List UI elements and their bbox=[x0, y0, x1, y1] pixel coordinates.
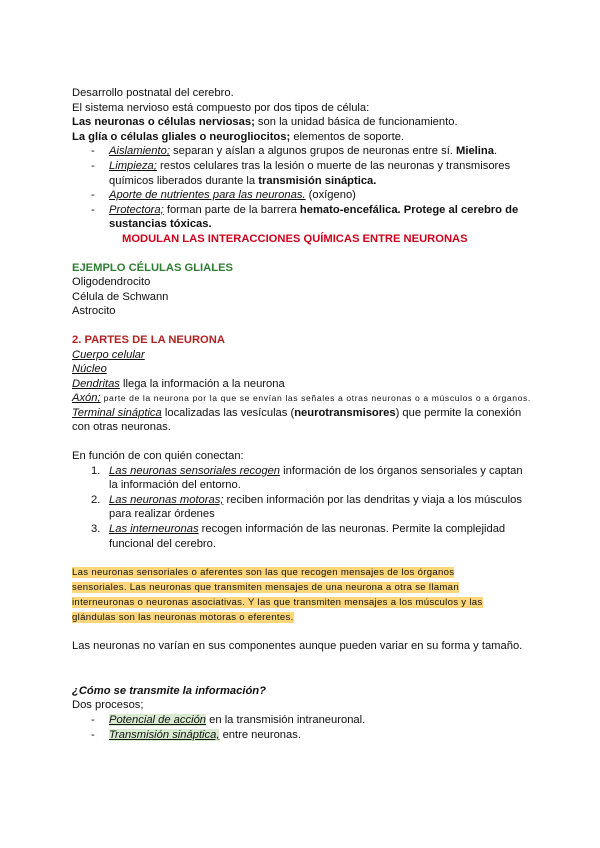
modulan-heading: MODULAN LAS INTERACCIONES QUÍMICAS ENTRE NEURONAS bbox=[122, 232, 468, 245]
highlight-line: sensoriales. Las neuronas que transmiten mensajes de una neurona a otra se llaman bbox=[72, 582, 459, 594]
list-item-text: recogen información de las neuronas. Permite la complejidad funcional del cerebro. bbox=[109, 523, 506, 550]
list-item bbox=[72, 713, 532, 728]
list-item bbox=[72, 522, 532, 551]
terminal-text: localizadas las vesículas ( bbox=[161, 406, 295, 419]
neuronas-rest: son la unidad básica de funcionamiento. bbox=[254, 116, 458, 129]
cuerpo-line bbox=[72, 348, 532, 363]
nucleo-line bbox=[72, 362, 532, 377]
list-item-term: Aislamiento; bbox=[109, 145, 170, 158]
varian-line: Las neuronas no varían en sus componentes aunque pueden variar en su forma y tamaño. bbox=[72, 640, 523, 653]
list-item-text: forman parte de la barrera bbox=[163, 203, 300, 216]
dendritas-text: llega la información a la neurona bbox=[119, 377, 285, 390]
axon-line bbox=[72, 391, 532, 406]
highlight-line: Las neuronas sensoriales o aferentes son las que recogen mensajes de los órganos bbox=[72, 567, 455, 579]
list-number: 3. bbox=[91, 523, 101, 536]
list-item-term: Las neuronas motoras; bbox=[109, 493, 224, 506]
ejemplo-title: EJEMPLO CÉLULAS GLIALES bbox=[72, 261, 233, 274]
dos-procesos: Dos procesos; bbox=[72, 699, 144, 712]
highlight-line: interneuronas o neuronas asociativas. Y las que transmiten mensajes a los músculos y las bbox=[72, 597, 483, 609]
cuerpo-term: Cuerpo celular bbox=[72, 348, 145, 361]
list-item-term: Potencial de acción bbox=[109, 714, 207, 726]
neuronas-line bbox=[72, 115, 532, 130]
list-item-term: Aporte de nutrientes para las neuronas. bbox=[109, 189, 306, 202]
list-item-text: reciben información por las dendritas y viaja a los músculos para realizar órdenes bbox=[109, 493, 522, 521]
list-item bbox=[72, 159, 532, 188]
list-item-term: Protectora; bbox=[109, 203, 164, 216]
transmite-question-text: ¿Cómo se transmite la información? bbox=[72, 684, 266, 697]
list-item-bold: hemato-encefálica. Protege al cerebro de sustancias tóxicas. bbox=[109, 203, 519, 231]
conectan-list bbox=[72, 464, 532, 552]
conectan-intro: En función de con quién conectan: bbox=[72, 450, 244, 463]
list-item-text: información de los órganos sensoriales y captan la información del entorno. bbox=[109, 464, 523, 492]
list-item-text: restos celulares tras la lesión o muerte de las neuronas y transmisores químicos liberados durante la bbox=[109, 159, 511, 187]
list-item-text: (oxígeno) bbox=[305, 189, 356, 202]
transmite-list bbox=[72, 713, 532, 742]
highlighted-paragraph bbox=[72, 565, 532, 625]
list-item-after: . bbox=[493, 145, 498, 158]
list-item-term: Transmisión sináptica, bbox=[109, 728, 220, 741]
list-item bbox=[72, 464, 532, 493]
axon-text: parte de la neurona por la que se envían las señales a otras neuronas o a músculos o a órganos. bbox=[100, 393, 531, 404]
list-item bbox=[72, 728, 532, 743]
ejemplo-item: Oligodendrocito bbox=[72, 276, 151, 289]
list-item-term: Las neuronas sensoriales recogen bbox=[109, 464, 281, 477]
glia-line bbox=[72, 130, 532, 145]
glia-bold: La glía o células gliales o neurogliocitos; bbox=[72, 130, 291, 143]
nucleo-term: Núcleo bbox=[72, 363, 107, 376]
list-item bbox=[72, 144, 532, 159]
terminal-bold: neurotransmisores bbox=[294, 406, 396, 419]
list-number: 1. bbox=[91, 464, 101, 477]
glia-rest: elementos de soporte. bbox=[290, 130, 405, 143]
glia-functions-list bbox=[72, 144, 532, 232]
partes-title: 2. PARTES DE LA NEURONA bbox=[72, 333, 225, 346]
list-item-term: Limpieza; bbox=[109, 159, 157, 172]
axon-term: Axón; bbox=[72, 392, 101, 405]
terminal-line bbox=[72, 406, 532, 435]
dendritas-term: Dendritas bbox=[72, 377, 120, 390]
document-page bbox=[72, 86, 532, 742]
highlight-line: glándulas son las neuronas motoras o eferentes. bbox=[72, 612, 294, 624]
list-item-text: entre neuronas. bbox=[219, 728, 301, 741]
list-item-bold: transmisión sináptica. bbox=[258, 174, 377, 187]
terminal-text-2: ) que permite la conexión con otras neuronas. bbox=[72, 406, 522, 434]
list-item bbox=[72, 188, 532, 203]
neuronas-bold: Las neuronas o células nerviosas; bbox=[72, 116, 255, 129]
intro-line-2: El sistema nervioso está compuesto por dos tipos de célula: bbox=[72, 101, 370, 114]
terminal-term: Terminal sináptica bbox=[72, 406, 162, 419]
ejemplo-item: Célula de Schwann bbox=[72, 290, 169, 303]
list-item bbox=[72, 493, 532, 522]
intro-line-1: Desarrollo postnatal del cerebro. bbox=[72, 87, 234, 99]
list-item-text: separan y aíslan a algunos grupos de neuronas entre sí. bbox=[169, 145, 457, 158]
list-item-term: Las interneuronas bbox=[109, 523, 199, 536]
list-number: 2. bbox=[91, 493, 101, 506]
list-item bbox=[72, 203, 532, 232]
transmite-question bbox=[72, 684, 532, 699]
list-item-text: en la transmisión intraneuronal. bbox=[206, 714, 366, 726]
ejemplo-item: Astrocito bbox=[72, 305, 116, 318]
list-item-bold: Mielina bbox=[456, 145, 494, 158]
dendritas-line bbox=[72, 377, 532, 392]
